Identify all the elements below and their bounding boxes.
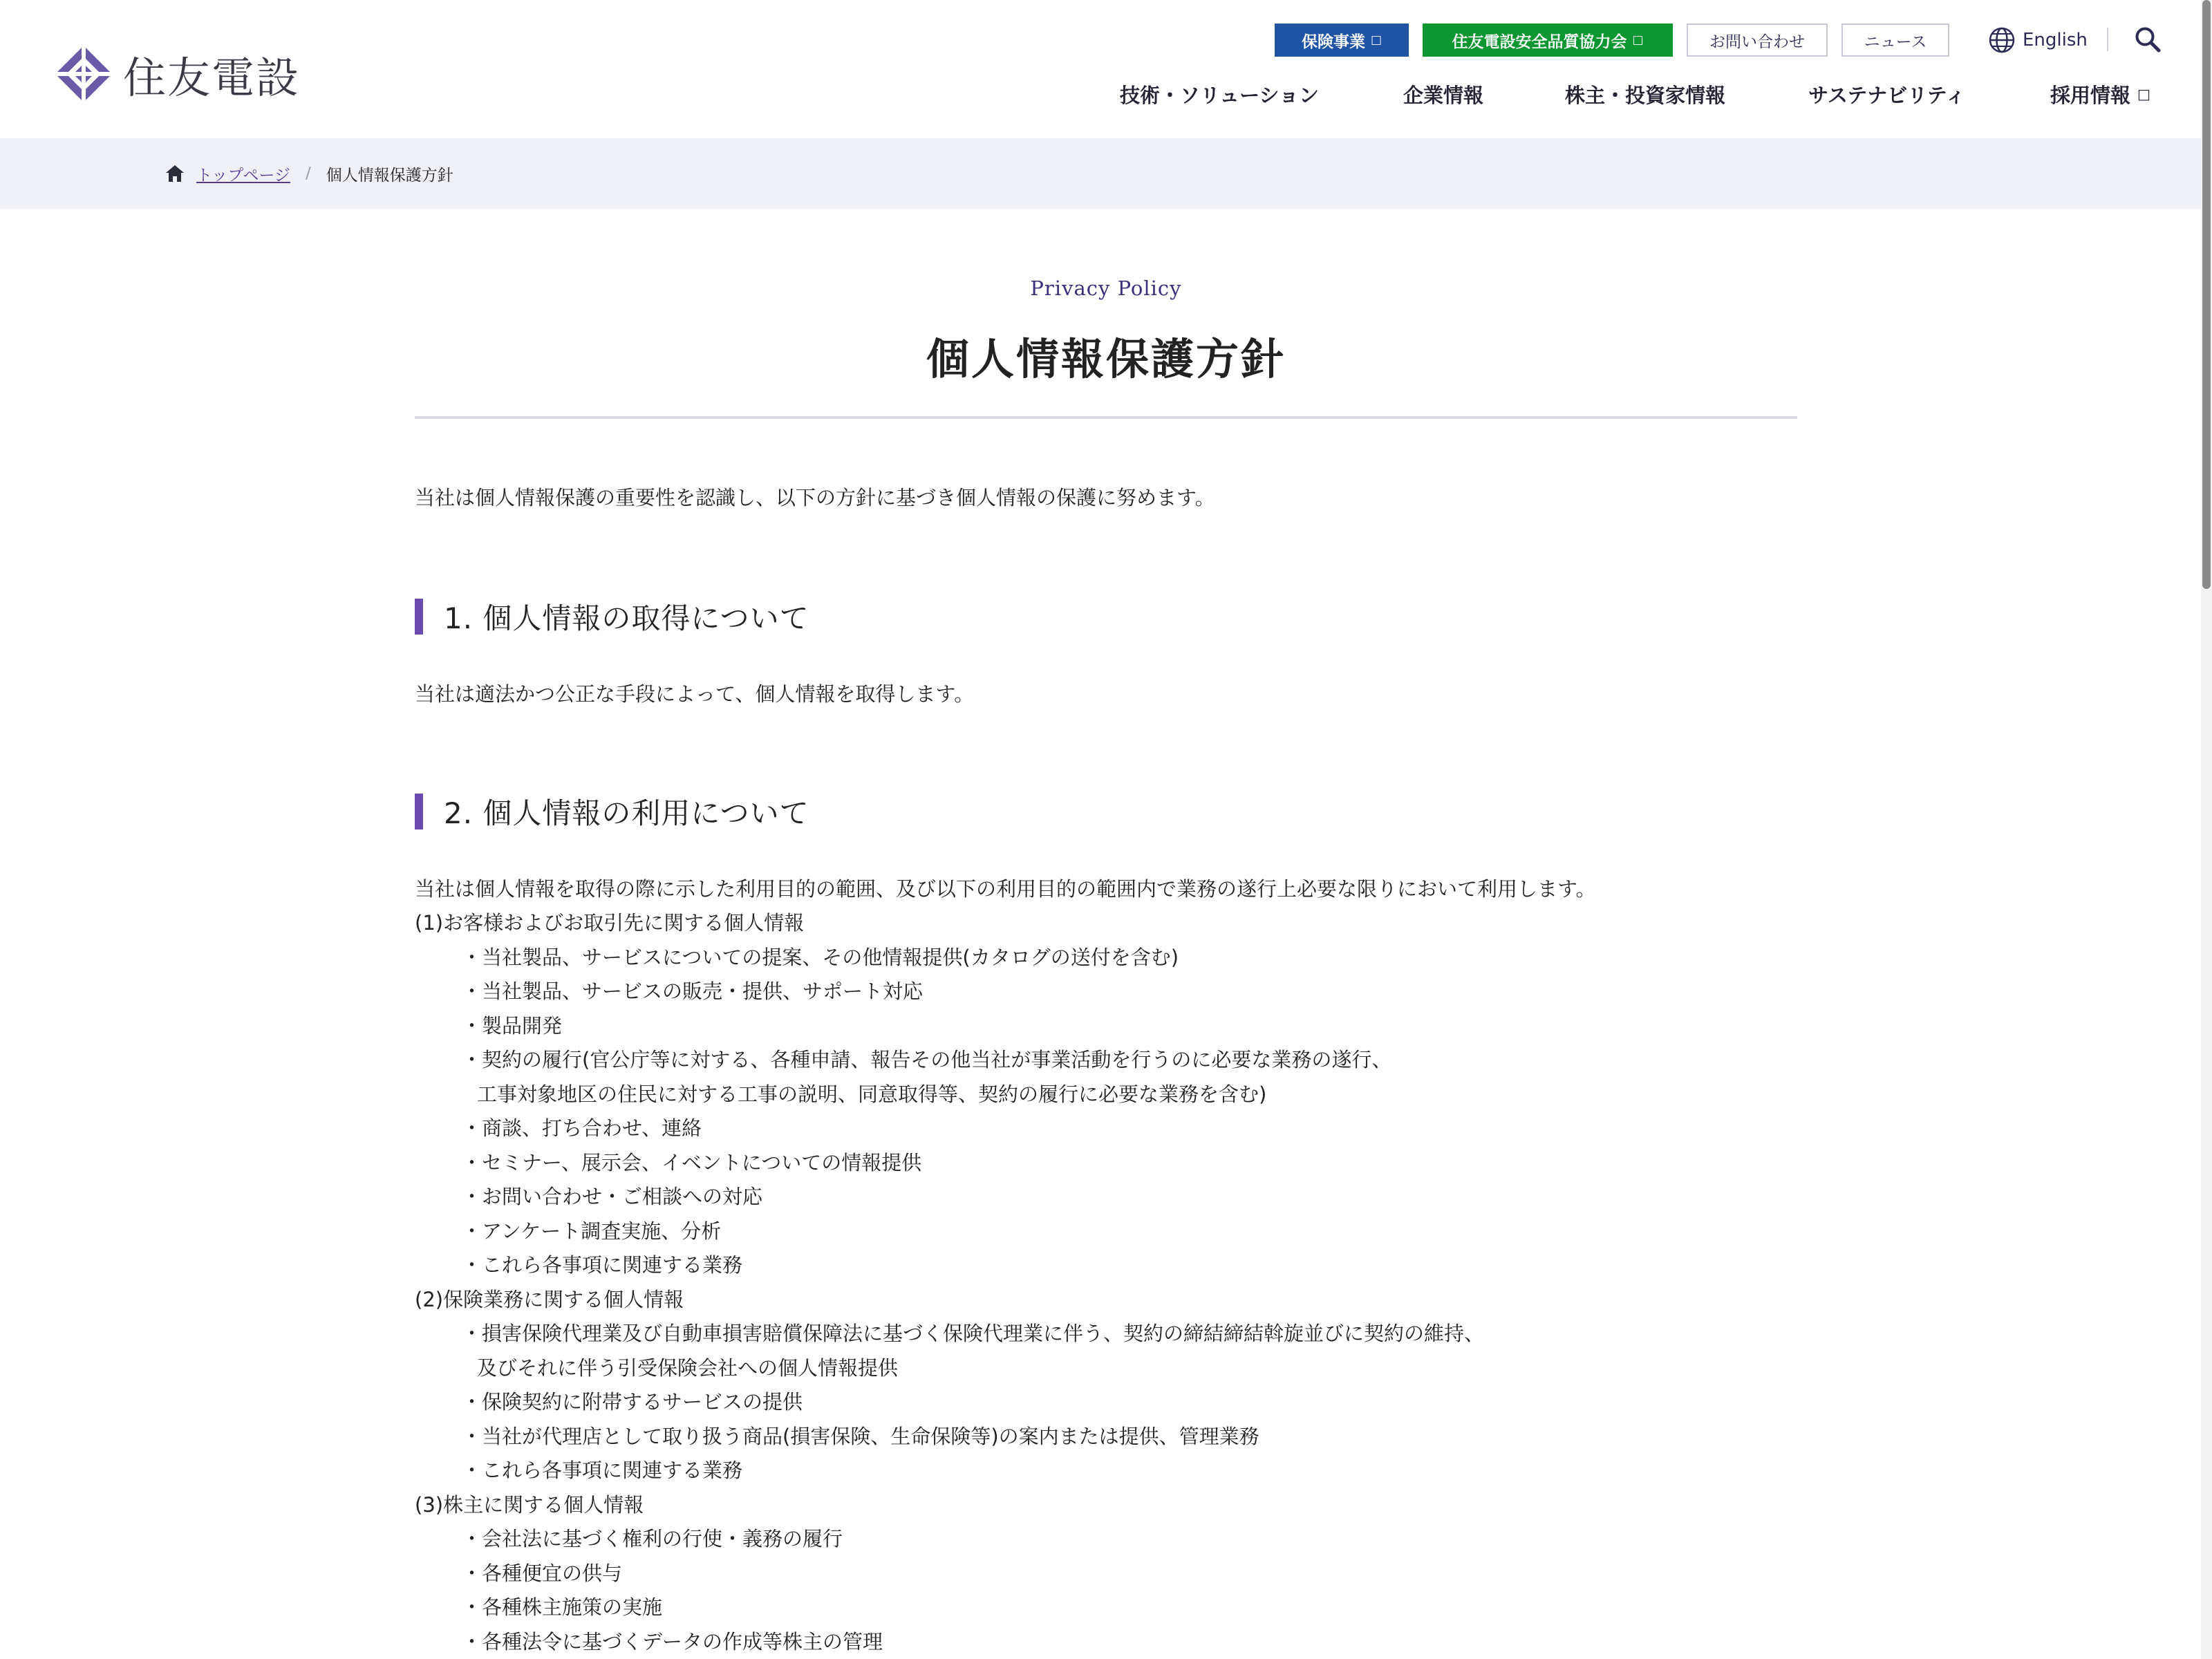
breadcrumb-home-link[interactable]: トップページ <box>196 166 290 185</box>
page-title-en: Privacy Policy <box>1030 276 1182 300</box>
external-link-icon: □ <box>2137 86 2150 102</box>
list-item: ・会社法に基づく権利の行使・義務の履行 <box>462 1527 843 1550</box>
gnav-technology-label: 技術・ソリューション <box>1120 83 1319 107</box>
list-item: ・セミナー、展示会、イベントについての情報提供 <box>462 1151 922 1174</box>
insurance-label: 保険事業 <box>1301 32 1365 51</box>
site-header <box>0 0 2201 138</box>
contact-label: お問い合わせ <box>1709 32 1805 51</box>
list-item-continuation: 工事対象地区の住民に対する工事の説明、同意取得等、契約の履行に必要な業務を含む) <box>477 1082 1267 1106</box>
section-heading-2 <box>415 794 809 830</box>
page-title: 個人情報保護方針 <box>926 334 1286 384</box>
language-label: English <box>2023 30 2088 50</box>
list-item-continuation: 及びそれに伴う引受保険会社への個人情報提供 <box>477 1356 899 1380</box>
list-item: ・製品開発 <box>462 1014 563 1038</box>
utility-divider <box>2107 28 2108 51</box>
safety-council-label: 住友電設安全品質協力会 <box>1452 32 1627 51</box>
section-heading-2-text: 2. 個人情報の利用について <box>444 796 809 830</box>
heading-accent-bar <box>415 599 423 635</box>
group-title: (1)お客様およびお取引先に関する個人情報 <box>415 911 805 935</box>
external-link-icon: □ <box>1632 33 1644 47</box>
section-heading-1 <box>415 599 809 635</box>
list-item: ・当社が代理店として取り扱う商品(損害保険、生命保険等)の案内または提供、管理業務 <box>462 1425 1259 1448</box>
breadcrumb-separator: / <box>305 165 311 182</box>
home-icon[interactable] <box>165 163 185 184</box>
list-item: ・各種株主施策の実施 <box>462 1595 663 1619</box>
breadcrumb <box>0 138 2201 209</box>
list-item: ・アンケート調査実施、分析 <box>462 1219 722 1243</box>
safety-council-link[interactable] <box>1423 24 1673 57</box>
gnav-investors-label: 株主・投資家情報 <box>1565 83 1726 107</box>
section-heading-1-text: 1. 個人情報の取得について <box>444 601 809 635</box>
gnav-company-label: 企業情報 <box>1403 83 1484 107</box>
list-item: ・保険契約に附帯するサービスの提供 <box>462 1390 803 1414</box>
external-link-icon: □ <box>1370 33 1382 47</box>
section-2-body: 当社は個人情報を取得の際に示した利用目的の範囲、及び以下の利用目的の範囲内で業務の遂行上必要な限りにおいて利用します。 <box>415 877 1596 901</box>
title-divider <box>415 416 1797 419</box>
gnav-investors[interactable] <box>1565 77 1725 111</box>
scrollbar-thumb[interactable] <box>2202 0 2211 589</box>
gnav-technology[interactable] <box>1120 77 1319 111</box>
globe-icon <box>1988 26 2016 54</box>
gnav-recruit-label: 採用情報 <box>2050 83 2131 107</box>
group-title: (3)株主に関する個人情報 <box>415 1493 644 1517</box>
news-label: ニュース <box>1864 32 1927 51</box>
list-item: ・これら各事項に関連する業務 <box>462 1459 743 1482</box>
list-item: ・お問い合わせ・ご相談への対応 <box>462 1185 763 1208</box>
insurance-link[interactable] <box>1275 24 1409 57</box>
heading-accent-bar <box>415 794 423 830</box>
logo-mark-icon <box>54 44 113 104</box>
list-item: ・当社製品、サービスについての提案、その他情報提供(カタログの送付を含む) <box>462 946 1179 969</box>
site-logo[interactable] <box>54 43 300 105</box>
section-1-body: 当社は適法かつ公正な手段によって、個人情報を取得します。 <box>415 682 975 706</box>
list-item: ・商談、打ち合わせ、連絡 <box>462 1116 702 1140</box>
gnav-recruit[interactable] <box>2050 77 2150 111</box>
list-item: ・契約の履行(官公庁等に対する、各種申請、報告その他当社が事業活動を行うのに必要な業務の遂行、 <box>462 1048 1392 1071</box>
breadcrumb-current: 個人情報保護方針 <box>326 166 453 185</box>
gnav-sustainability[interactable] <box>1808 77 1965 111</box>
list-item: ・これら各事項に関連する業務 <box>462 1253 743 1277</box>
language-switch[interactable] <box>1988 24 2088 57</box>
brand-name: 住友電設 <box>123 52 301 103</box>
list-item: ・損害保険代理業及び自動車損害賠償保障法に基づく保険代理業に伴う、契約の締結締結斡旋並びに契約の維持、 <box>462 1322 1485 1345</box>
list-item: ・各種法令に基づくデータの作成等株主の管理 <box>462 1630 883 1653</box>
group-title: (2)保険業務に関する個人情報 <box>415 1288 684 1311</box>
list-item: ・各種便宜の供与 <box>462 1562 623 1585</box>
list-item: ・当社製品、サービスの販売・提供、サポート対応 <box>462 980 924 1003</box>
intro-text: 当社は個人情報保護の重要性を認識し、以下の方針に基づき個人情報の保護に努めます。 <box>415 486 1215 509</box>
contact-button[interactable] <box>1687 24 1828 57</box>
gnav-company[interactable] <box>1403 77 1483 111</box>
search-icon[interactable] <box>2133 25 2162 54</box>
gnav-sustainability-label: サステナビリティ <box>1808 83 1966 107</box>
news-button[interactable] <box>1841 24 1949 57</box>
